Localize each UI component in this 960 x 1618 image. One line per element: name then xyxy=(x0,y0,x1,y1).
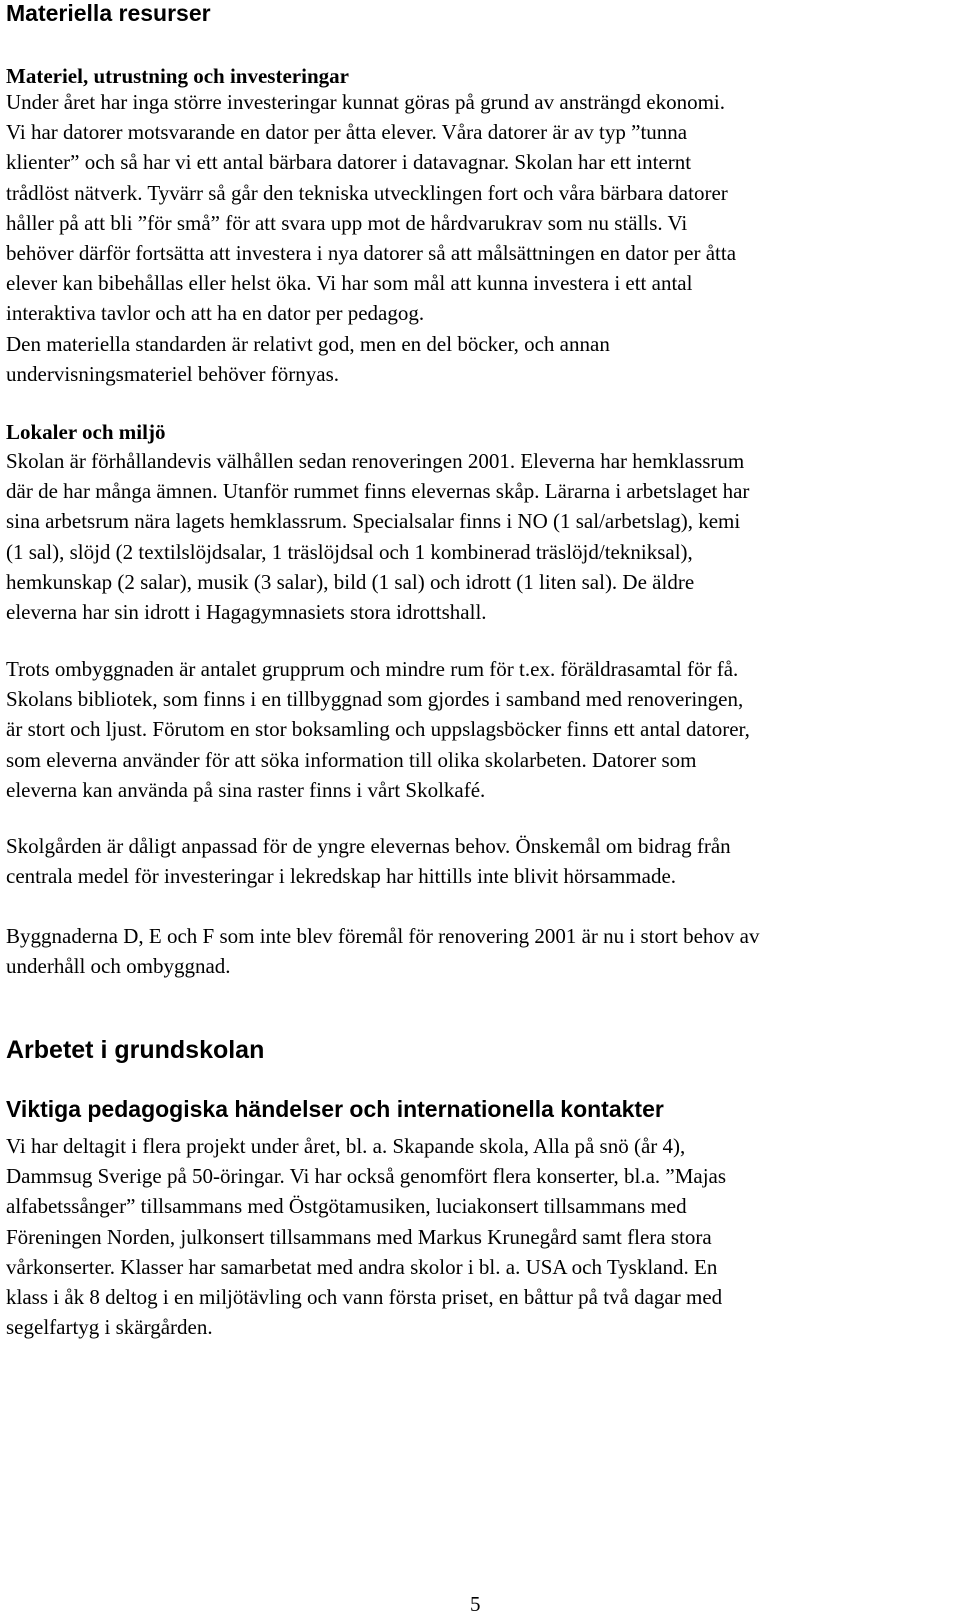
text-line: (1 sal), slöjd (2 textilslöjdsalar, 1 träslöjdsal och 1 kombinerad träslöjd/tekniksal), xyxy=(6,539,693,564)
text-line: Den materiella standarden är relativt god, men en del böcker, och annan xyxy=(6,331,610,356)
text-line: underhåll och ombyggnad. xyxy=(6,954,231,979)
paragraph-pedagogiska-handelser xyxy=(6,1131,946,1342)
text-line: segelfartyg i skärgården. xyxy=(6,1315,213,1340)
text-line: undervisningsmateriel behöver förnyas. xyxy=(6,361,339,386)
paragraph-materiel xyxy=(6,87,946,389)
paragraph-lokaler-1 xyxy=(6,446,946,627)
text-line: håller på att bli ”för små” för att svara upp mot de hårdvarukrav som nu ställs. Vi xyxy=(6,210,688,235)
text-line: behöver därför fortsätta att investera i nya datorer så att målsättningen en dator per åtta xyxy=(6,241,737,266)
text-line: Vi har datorer motsvarande en dator per åtta elever. Våra datorer är av typ ”tunna xyxy=(6,120,688,145)
text-line: är stort och ljust. Förutom en stor boksamling och uppslagsböcker finns ett antal datorer, xyxy=(6,717,750,742)
text-line: Dammsug Sverige på 50-öringar. Vi har också genomfört flera konserter, bl.a. ”Majas xyxy=(6,1164,727,1189)
paragraph-lokaler-4 xyxy=(6,921,946,981)
text-line: Skolan är förhållandevis välhållen sedan renoveringen 2001. Eleverna har hemklassrum xyxy=(6,449,745,473)
text-line: Byggnaderna D, E och F som inte blev föremål för renovering 2001 är nu i stort behov av xyxy=(6,924,760,948)
text-line: klienter” och så har vi ett antal bärbara datorer i datavagnar. Skolan har ett internt xyxy=(6,150,692,175)
text-line: interaktiva tavlor och att ha en dator per pedagog. xyxy=(6,301,425,326)
text-line: där de har många ämnen. Utanför rummet finns elevernas skåp. Lärarna i arbetslaget har xyxy=(6,479,750,504)
text-line: sina arbetsrum nära lagets hemklassrum. Specialsalar finns i NO (1 sal/arbetslag), kemi xyxy=(6,509,741,534)
heading-materiel-utrustning: Materiel, utrustning och investeringar xyxy=(6,64,349,88)
text-line: som eleverna använder för att söka information till olika skolarbeten. Datorer som xyxy=(6,747,697,772)
text-line: trådlöst nätverk. Tyvärr så går den tekniska utvecklingen fort och våra bärbara datorer xyxy=(6,180,728,205)
text-line: Vi har deltagit i flera projekt under året, bl. a. Skapande skola, Alla på snö (år 4), xyxy=(6,1134,686,1158)
text-line: eleverna har sin idrott i Hagagymnasiets stora idrottshall. xyxy=(6,600,487,625)
paragraph-lokaler-2 xyxy=(6,654,946,805)
text-line: elever kan bibehållas eller helst öka. Vi har som mål att kunna investera i ett antal xyxy=(6,271,693,296)
text-line: Föreningen Norden, julkonsert tillsammans med Markus Krunegård samt flera stora xyxy=(6,1224,712,1249)
text-line: centrala medel för investeringar i lekredskap har hittills inte blivit hörsammade. xyxy=(6,864,677,889)
text-line: Skolgården är dåligt anpassad för de yngre elevernas behov. Önskemål om bidrag från xyxy=(6,834,731,858)
text-line: eleverna kan använda på sina raster finns i vårt Skolkafé. xyxy=(6,777,486,802)
section-title-materiella-resurser: Materiella resurser xyxy=(6,0,211,26)
page-number: 5 xyxy=(470,1592,481,1616)
text-line: alfabetssånger” tillsammans med Östgötamusiken, luciakonsert tillsammans med xyxy=(6,1194,687,1219)
paragraph-lokaler-3 xyxy=(6,831,946,891)
text-line: hemkunskap (2 salar), musik (3 salar), bild (1 sal) och idrott (1 liten sal). De äldre xyxy=(6,569,695,594)
heading-lokaler-och-miljo: Lokaler och miljö xyxy=(6,420,166,444)
text-line: Skolans bibliotek, som finns i en tillbyggnad som gjordes i samband med renoveringen, xyxy=(6,687,744,712)
text-line: Under året har inga större investeringar kunnat göras på grund av ansträngd ekonomi. xyxy=(6,90,726,114)
text-line: vårkonserter. Klasser har samarbetat med andra skolor i bl. a. USA och Tyskland. En xyxy=(6,1254,718,1279)
section-title-arbetet-i-grundskolan: Arbetet i grundskolan xyxy=(6,1036,265,1064)
text-line: klass i åk 8 deltog i en miljötävling och vann första priset, en båttur på två dagar med xyxy=(6,1285,723,1310)
heading-viktiga-pedagogiska-handelser: Viktiga pedagogiska händelser och internationella kontakter xyxy=(6,1096,664,1122)
text-line: Trots ombyggnaden är antalet grupprum och mindre rum för t.ex. föräldrasamtal för få. xyxy=(6,657,739,681)
